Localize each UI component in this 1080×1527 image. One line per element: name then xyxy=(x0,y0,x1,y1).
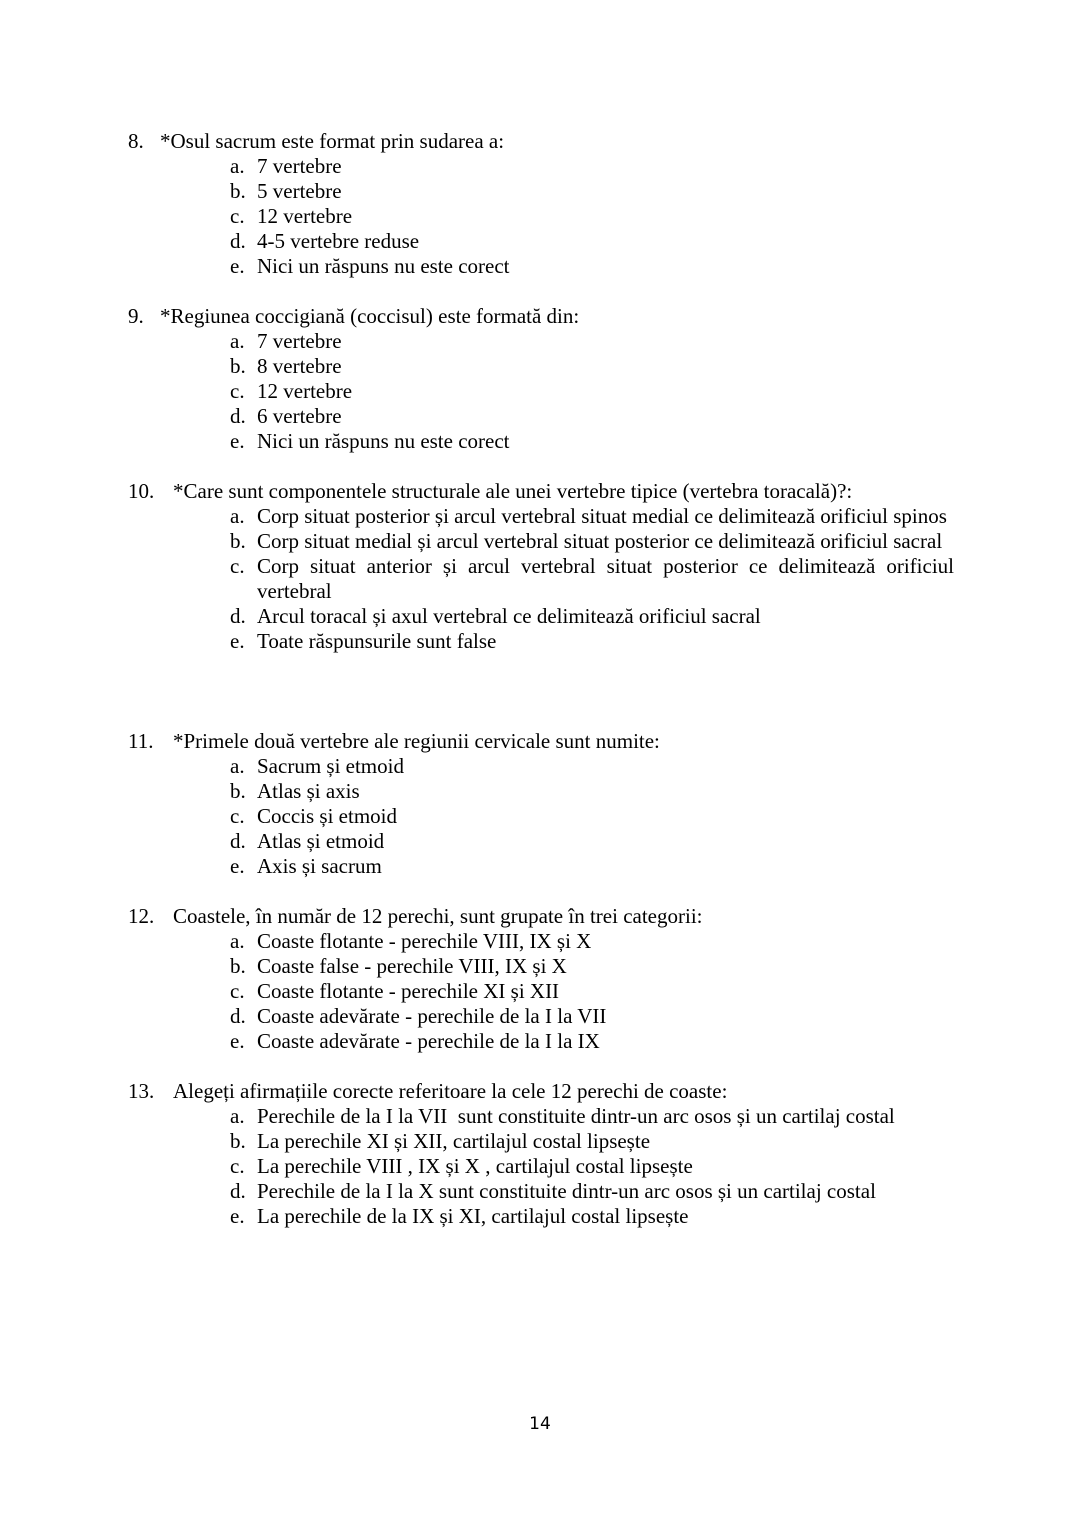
option-letter: d. xyxy=(230,829,246,853)
option-letter: e. xyxy=(230,629,245,653)
option-letter: b. xyxy=(230,954,246,978)
option-letter: d. xyxy=(230,1179,246,1203)
option-letter: b. xyxy=(230,779,246,803)
option-a xyxy=(230,154,954,179)
option-letter: e. xyxy=(230,429,245,453)
question-10 xyxy=(128,479,954,654)
question-stem xyxy=(128,729,954,754)
option-letter: c. xyxy=(230,979,245,1003)
question-stem xyxy=(128,479,954,504)
question-number: 10. xyxy=(128,479,155,503)
option-list xyxy=(128,154,954,279)
question-stem xyxy=(128,904,954,929)
option-text: Corp situat posterior și arcul vertebral situat medial ce delimitează orificiul spinos xyxy=(257,504,947,528)
option-d xyxy=(230,1004,954,1029)
option-letter: c. xyxy=(230,804,245,828)
option-letter: a. xyxy=(230,754,245,778)
question-number: 8. xyxy=(128,129,144,153)
option-text: Axis și sacrum xyxy=(257,854,382,878)
option-letter: d. xyxy=(230,404,246,428)
option-text: 6 vertebre xyxy=(257,404,342,428)
option-text: Perechile de la I la VII sunt constituite dintr-un arc osos și un cartilaj costal xyxy=(257,1104,895,1128)
option-text: La perechile VIII , IX și X , cartilajul costal lipsește xyxy=(257,1154,693,1178)
option-b xyxy=(230,779,954,804)
option-c xyxy=(230,804,954,829)
option-letter: d. xyxy=(230,604,246,628)
option-text: Sacrum și etmoid xyxy=(257,754,404,778)
option-letter: d. xyxy=(230,229,246,253)
option-text: Coaste flotante - perechile VIII, IX și X xyxy=(257,929,592,953)
option-text: Coaste flotante - perechile XI și XII xyxy=(257,979,560,1003)
question-stem xyxy=(128,304,954,329)
option-text: Nici un răspuns nu este corect xyxy=(257,254,510,278)
option-letter: e. xyxy=(230,254,245,278)
option-list xyxy=(128,929,954,1054)
option-list xyxy=(128,329,954,454)
question-11 xyxy=(128,729,954,879)
question-12 xyxy=(128,904,954,1054)
option-letter: b. xyxy=(230,1129,246,1153)
option-letter: a. xyxy=(230,1104,245,1128)
option-text: Corp situat anterior și arcul vertebral situat posterior ce delimitează orificiul vertebral xyxy=(257,554,954,603)
option-a xyxy=(230,754,954,779)
option-text: 12 vertebre xyxy=(257,204,353,228)
option-list xyxy=(128,504,954,654)
option-b xyxy=(230,179,954,204)
question-text: *Primele două vertebre ale regiunii cervicale sunt numite: xyxy=(173,729,660,753)
option-b xyxy=(230,354,954,379)
option-text: Coaste false - perechile VIII, IX și X xyxy=(257,954,567,978)
option-d xyxy=(230,604,954,629)
option-e xyxy=(230,1029,954,1054)
option-letter: e. xyxy=(230,854,245,878)
option-text: Atlas și etmoid xyxy=(257,829,385,853)
question-number: 11. xyxy=(128,729,154,753)
question-9 xyxy=(128,304,954,454)
option-text: 12 vertebre xyxy=(257,379,353,403)
option-a xyxy=(230,929,954,954)
option-text: 5 vertebre xyxy=(257,179,342,203)
question-number: 13. xyxy=(128,1079,155,1103)
option-text: 4-5 vertebre reduse xyxy=(257,229,420,253)
option-list xyxy=(128,1104,954,1229)
question-stem xyxy=(128,129,954,154)
option-list xyxy=(128,754,954,879)
option-a xyxy=(230,504,954,529)
option-letter: a. xyxy=(230,929,245,953)
question-stem xyxy=(128,1079,954,1104)
option-letter: a. xyxy=(230,329,245,353)
option-e xyxy=(230,254,954,279)
option-e xyxy=(230,1204,954,1229)
option-c xyxy=(230,379,954,404)
option-text: Coaste adevărate - perechile de la I la IX xyxy=(257,1029,600,1053)
question-text: *Osul sacrum este format prin sudarea a: xyxy=(160,129,505,153)
option-e xyxy=(230,629,954,654)
question-text: Alegeți afirmațiile corecte referitoare la cele 12 perechi de coaste: xyxy=(173,1079,728,1103)
option-text: La perechile XI și XII, cartilajul costal lipsește xyxy=(257,1129,651,1153)
option-letter: a. xyxy=(230,504,245,528)
option-letter: b. xyxy=(230,179,246,203)
option-text: Corp situat medial și arcul vertebral situat posterior ce delimitează orificiul sacral xyxy=(257,529,943,553)
option-a xyxy=(230,329,954,354)
option-d xyxy=(230,829,954,854)
option-a xyxy=(230,1104,954,1129)
question-text: *Care sunt componentele structurale ale unei vertebre tipice (vertebra toracală)?: xyxy=(173,479,853,503)
option-text: Coaste adevărate - perechile de la I la VII xyxy=(257,1004,607,1028)
option-c xyxy=(230,1154,954,1179)
option-b xyxy=(230,1129,954,1154)
question-number: 9. xyxy=(128,304,144,328)
option-text: Atlas și axis xyxy=(257,779,360,803)
option-d xyxy=(230,1179,954,1204)
option-c xyxy=(230,554,954,604)
option-letter: e. xyxy=(230,1204,245,1228)
page-number: 14 xyxy=(529,1414,551,1434)
option-letter: c. xyxy=(230,554,245,578)
option-text: Perechile de la I la X sunt constituite dintr-un arc osos și un cartilaj costal xyxy=(257,1179,876,1203)
option-text: 7 vertebre xyxy=(257,154,342,178)
option-letter: d. xyxy=(230,1004,246,1028)
option-c xyxy=(230,979,954,1004)
question-text: Coastele, în număr de 12 perechi, sunt grupate în trei categorii: xyxy=(173,904,703,928)
option-text: Coccis și etmoid xyxy=(257,804,397,828)
option-e xyxy=(230,429,954,454)
question-number: 12. xyxy=(128,904,155,928)
question-13 xyxy=(128,1079,954,1229)
option-d xyxy=(230,229,954,254)
option-b xyxy=(230,529,954,554)
option-letter: c. xyxy=(230,379,245,403)
option-letter: c. xyxy=(230,1154,245,1178)
option-letter: e. xyxy=(230,1029,245,1053)
option-text: Nici un răspuns nu este corect xyxy=(257,429,510,453)
option-letter: b. xyxy=(230,354,246,378)
option-text: Toate răspunsurile sunt false xyxy=(257,629,497,653)
option-b xyxy=(230,954,954,979)
option-text: Arcul toracal și axul vertebral ce delimitează orificiul sacral xyxy=(257,604,761,628)
option-e xyxy=(230,854,954,879)
option-text: 8 vertebre xyxy=(257,354,342,378)
question-text: *Regiunea coccigiană (coccisul) este formată din: xyxy=(160,304,580,328)
option-c xyxy=(230,204,954,229)
option-d xyxy=(230,404,954,429)
option-text: La perechile de la IX și XI, cartilajul costal lipsește xyxy=(257,1204,689,1228)
option-letter: c. xyxy=(230,204,245,228)
option-letter: a. xyxy=(230,154,245,178)
question-8 xyxy=(128,129,954,279)
option-letter: b. xyxy=(230,529,246,553)
option-text: 7 vertebre xyxy=(257,329,342,353)
